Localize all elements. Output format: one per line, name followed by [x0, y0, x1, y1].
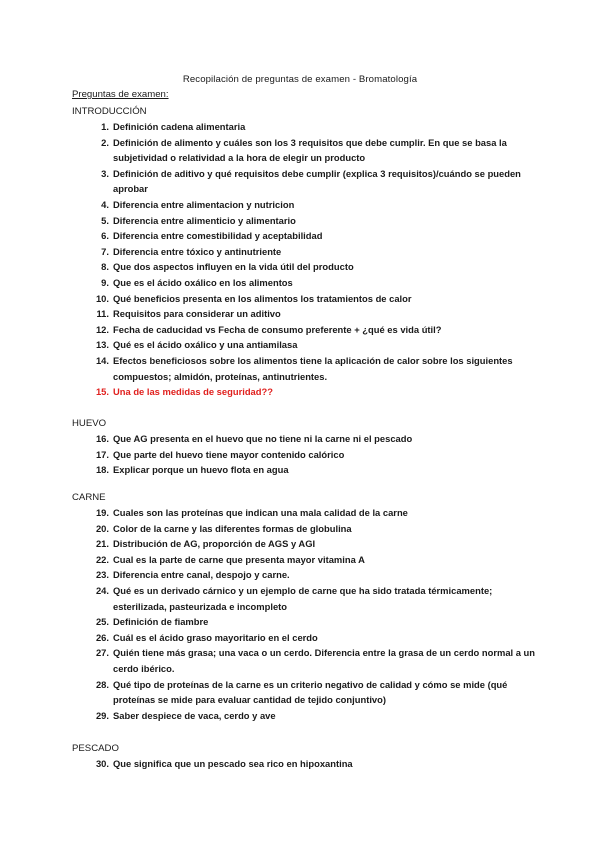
question-list [72, 756, 542, 772]
question-text: Que AG presenta en el huevo que no tiene ni la carne ni el pescado [113, 433, 413, 444]
question-number: 26. [95, 631, 109, 643]
question-number: 24. [95, 584, 109, 596]
question-list [72, 505, 542, 723]
question-item [72, 521, 542, 537]
section-title: HUEVO [72, 418, 107, 429]
question-item [72, 384, 542, 400]
question-number: 23. [95, 569, 109, 581]
question-text: Que es el ácido oxálico en los alimentos [113, 276, 293, 288]
question-number: 4. [101, 198, 109, 210]
question-number: 21. [95, 538, 109, 550]
question-item [72, 322, 542, 338]
document-title: Recopilación de preguntas de examen - Bromatología [182, 74, 418, 85]
question-number: 3. [101, 167, 109, 179]
question-item [72, 353, 542, 384]
question-text: Qué es un derivado cárnico y un ejemplo de carne que ha sido tratada térmicamente; esterilizada, pasteurizada e incompleto [113, 584, 493, 612]
question-item [72, 135, 542, 166]
question-number: 28. [95, 678, 109, 690]
question-item [72, 244, 542, 260]
section-title: INTRODUCCIÓN [72, 106, 147, 117]
question-number: 10. [95, 292, 109, 304]
question-text: Fecha de caducidad vs Fecha de consumo preferente + ¿qué es vida útil? [113, 323, 442, 335]
question-number: 19. [95, 507, 109, 518]
question-text: Color de la carne y las diferentes formas de globulina [113, 522, 352, 534]
question-text: Cual es la parte de carne que presenta mayor vitamina A [113, 553, 365, 565]
section-title: PESCADO [72, 743, 119, 754]
question-text: Cuál es el ácido graso mayoritario en el cerdo [113, 631, 318, 643]
question-number: 27. [95, 647, 109, 659]
document-subtitle: Preguntas de examen: [72, 89, 169, 100]
question-item [72, 708, 542, 724]
question-number: 11. [96, 308, 109, 320]
question-item [72, 119, 542, 135]
question-text: Diferencia entre alimentacion y nutricion [113, 198, 295, 210]
question-number: 5. [101, 214, 109, 226]
section-carne [72, 490, 542, 723]
question-text: Diferencia entre comestibilidad y aceptabilidad [113, 230, 323, 242]
question-list [72, 431, 542, 478]
question-text: Qué es el ácido oxálico y una antiamilasa [113, 339, 298, 351]
question-number: 2. [101, 136, 109, 148]
question-number: 13. [95, 339, 109, 351]
question-number: 30. [95, 758, 109, 769]
question-text: Una de las medidas de seguridad?? [113, 386, 273, 398]
question-item [72, 756, 542, 772]
question-text: Requisitos para considerar un aditivo [113, 308, 281, 320]
question-text: Efectos beneficiosos sobre los alimentos tiene la aplicación de calor sobre los siguientes compuestos; almidón, proteínas, antinutrientes. [113, 354, 513, 382]
question-text: Saber despiece de vaca, cerdo y ave [113, 709, 276, 721]
question-number: 15. [95, 386, 109, 398]
question-item [72, 291, 542, 307]
question-number: 22. [95, 553, 109, 565]
question-item [72, 259, 542, 275]
question-text: Que parte del huevo tiene mayor contenido calórico [113, 448, 345, 460]
question-number: 1. [101, 121, 109, 132]
question-item [72, 536, 542, 552]
question-item [72, 197, 542, 213]
question-item [72, 213, 542, 229]
question-number: 8. [101, 261, 109, 273]
question-text: Diferencia entre canal, despojo y carne. [113, 569, 290, 581]
question-item [72, 630, 542, 646]
question-item [72, 228, 542, 244]
question-item [72, 447, 542, 463]
question-number: 6. [101, 230, 109, 242]
question-text: Cuales son las proteínas que indican una mala calidad de la carne [113, 507, 408, 518]
question-number: 20. [95, 522, 109, 534]
question-number: 18. [95, 464, 109, 476]
question-item [72, 567, 542, 583]
section-title: CARNE [72, 492, 106, 503]
question-text: Que dos aspectos influyen en la vida útil del producto [113, 261, 354, 273]
question-item [72, 275, 542, 291]
question-text: Definición cadena alimentaria [113, 121, 246, 132]
section-pescado [72, 741, 542, 772]
question-item [72, 306, 542, 322]
question-item [72, 614, 542, 630]
question-list [72, 119, 542, 400]
question-text: Diferencia entre tóxico y antinutriente [113, 245, 282, 257]
question-number: 7. [101, 245, 109, 257]
section-introduccion [72, 104, 542, 400]
section-huevo [72, 416, 542, 478]
question-text: Definición de alimento y cuáles son los 3 requisitos que debe cumplir. En que se basa la subjetividad o relatividad a la hora de elegir un producto [113, 136, 507, 164]
question-item [72, 583, 542, 614]
question-number: 14. [95, 354, 109, 366]
question-text: Qué tipo de proteínas de la carne es un criterio negativo de calidad y cómo se mide (qué proteínas se mide para evaluar cantidad de tejido conjuntivo) [113, 678, 508, 706]
question-number: 25. [95, 616, 109, 628]
question-text: Diferencia entre alimenticio y alimentario [113, 214, 296, 226]
question-item [72, 505, 542, 521]
question-item [72, 337, 542, 353]
question-item [72, 462, 542, 478]
question-text: Qué beneficios presenta en los alimentos los tratamientos de calor [113, 292, 412, 304]
question-text: Que significa que un pescado sea rico en hipoxantina [113, 758, 353, 769]
question-text: Definición de fiambre [113, 616, 209, 628]
question-number: 29. [95, 709, 109, 721]
question-number: 16. [95, 433, 109, 444]
question-number: 12. [95, 323, 109, 335]
question-text: Explicar porque un huevo flota en agua [113, 464, 289, 476]
question-item [72, 645, 542, 676]
question-item [72, 166, 542, 197]
question-number: 9. [101, 276, 109, 288]
question-item [72, 677, 542, 708]
question-text: Quién tiene más grasa; una vaca o un cerdo. Diferencia entre la grasa de un cerdo normal a un cerdo ibérico. [113, 647, 536, 674]
question-text: Definición de aditivo y qué requisitos debe cumplir (explica 3 requisitos)/cuándo se pueden aprobar [113, 167, 521, 195]
question-number: 17. [95, 448, 109, 460]
question-text: Distribución de AG, proporción de AGS y AGI [113, 538, 316, 550]
question-item [72, 552, 542, 568]
question-item [72, 431, 542, 447]
